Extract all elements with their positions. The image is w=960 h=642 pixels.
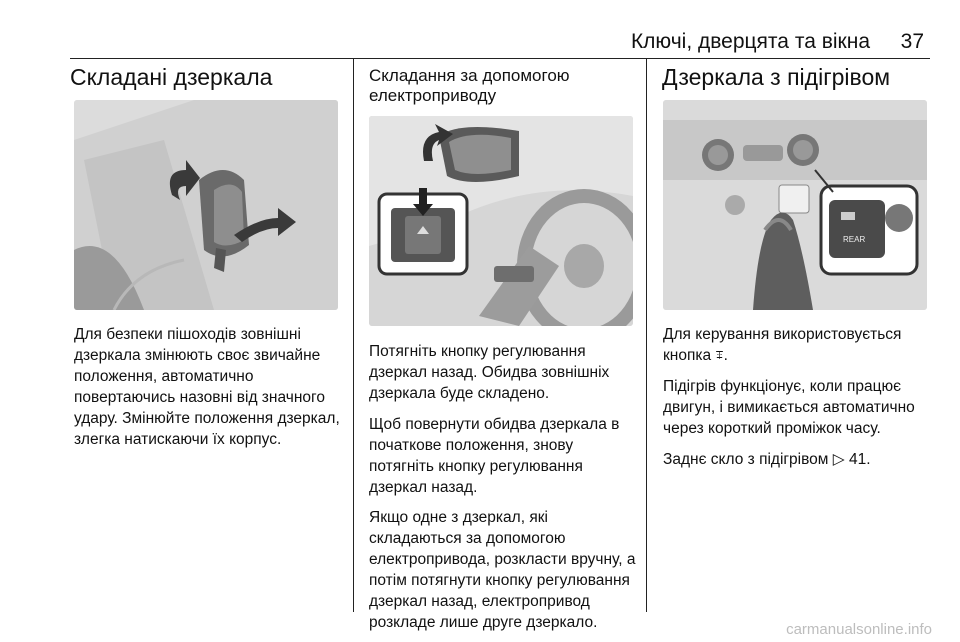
heated-mirror-button-icon: ꔊ: [715, 349, 724, 362]
heated-mirror-button-illustration: [663, 100, 927, 310]
column-heated-mirrors: [662, 58, 930, 92]
column-divider: [353, 58, 354, 612]
mirror-fold-illustration: [74, 100, 338, 310]
body-text: Щоб повернути обидва дзеркала в початкове положення, знову потягніть кнопку регулювання дзеркал назад.: [369, 415, 620, 496]
page-header: [0, 30, 960, 60]
body-text: [663, 325, 931, 367]
section-heading: Складані дзеркала: [70, 64, 273, 90]
power-fold-illustration: [369, 116, 633, 326]
body-text: Підігрів функціонує, коли працює двигун, і вимикається автоматично через короткий проміжок часу.: [663, 377, 915, 437]
body-text: Для безпеки пішоходів зовнішні дзеркала змінюють своє звичайне положення, автоматично повертаючись назовні від значного удару. Змінюйте положення дзеркал, злегка натискаючи їх корпус.: [74, 326, 340, 448]
text-fragment: Заднє скло з підігрівом: [663, 450, 829, 468]
cross-reference-arrow-icon: ▷: [832, 450, 845, 468]
column-power-folding: [369, 58, 637, 107]
cross-reference-page[interactable]: 41: [849, 450, 867, 468]
page-number: 37: [900, 30, 924, 53]
section-heading: Дзеркала з підігрівом: [662, 64, 891, 90]
section-heading: Складання за допомогою електроприводу: [369, 66, 570, 106]
column-folding-mirrors: [70, 58, 342, 92]
text-fragment: Для керування використовується кнопка: [663, 326, 902, 364]
text-fragment: .: [723, 346, 728, 364]
column2-body: [369, 342, 637, 634]
column-divider: [646, 58, 647, 612]
body-text: Заднє скло з підігрівом ▷ 41.: [663, 450, 871, 468]
body-text: Якщо одне з дзеркал, які складаються за допомогою електропривода, розкласти вручну, а потім потягнути кнопку регулювання дзеркал назад, електропривод розкладе лише друге дзеркало.: [369, 509, 636, 632]
body-text: Потягніть кнопку регулювання дзеркал назад. Обидва зовнішніх дзеркала буде складено.: [369, 343, 610, 402]
column1-body: [74, 325, 346, 451]
column3-body: [663, 325, 931, 471]
watermark: carmanualsonline.info: [786, 621, 932, 638]
rear-button-label: REAR: [843, 235, 866, 244]
chapter-title: Ключі, дверцята та вікна: [630, 30, 870, 53]
